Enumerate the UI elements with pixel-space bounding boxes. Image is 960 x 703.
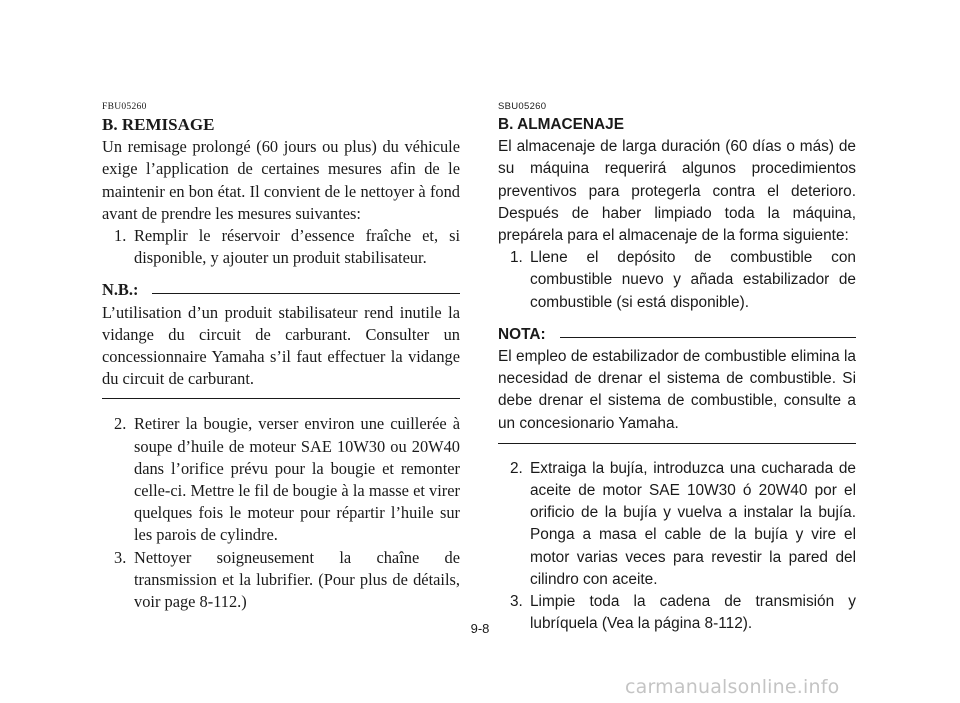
- spanish-column: [498, 101, 856, 635]
- step-number: 1.: [114, 226, 127, 246]
- note-header: [102, 279, 460, 301]
- french-column: [102, 101, 460, 613]
- step-number: 2.: [510, 459, 523, 477]
- note-label: N.B.:: [102, 280, 139, 300]
- step-2: [114, 413, 460, 546]
- step-text: Retirer la bougie, verser environ une cuillerée à soupe d’huile de moteur SAE 10W30 ou 20W40 dans l’orifice prévu pour la bougie et remonter celle-ci. Mettre le fil de bougie à la masse et virer quelques fois le moteur pour répartir l’huile sur les parois de cylindre.: [134, 414, 460, 545]
- section-code: SBU05260: [498, 101, 547, 112]
- step-3: [114, 547, 460, 614]
- intro-paragraph: Un remisage prolongé (60 jours ou plus) du véhicule exige l’application de certaines mesures afin de le maintenir en bon état. Il convient de le nettoyer à fond avant de prendre les mesures suivantes:: [102, 137, 460, 223]
- step-number: 3.: [510, 593, 523, 611]
- note-end-rule: [498, 443, 856, 444]
- watermark: carmanualsonline.info: [625, 676, 840, 698]
- step-number: 2.: [114, 414, 127, 434]
- section-title: B. REMISAGE: [102, 115, 215, 134]
- step-1: [498, 247, 856, 314]
- section-code: FBU05260: [102, 102, 147, 112]
- note-header: [498, 324, 856, 346]
- note-text: El empleo de estabilizador de combustible elimina la necesidad de drenar el sistema de combustible. Si debe drenar el sistema de combustible, consulte a un concesionario Yamaha.: [498, 348, 856, 432]
- note-text: L’utilisation d’un produit stabilisateur rend inutile la vidange du circuit de carburant. Consulter un concessionnaire Yamaha s’il faut effectuer la vidange du circuit de carburant.: [102, 302, 460, 389]
- step-text: Limpie toda la cadena de transmisión y lubríquela (Vea la página 8-112).: [530, 593, 856, 633]
- note-end-rule: [102, 398, 460, 399]
- note-rule: [560, 337, 856, 338]
- step-2: [510, 458, 856, 591]
- step-text: Extraiga la bujía, introduzca una cucharada de aceite de motor SAE 10W30 ó 20W40 por el orificio de la bujía y vuelva a instalar la bujía. Ponga a masa el cable de la bujía y vire el motor varias veces para revestir la pared del cilindro con aceite.: [530, 459, 856, 588]
- note-label: NOTA:: [498, 325, 546, 343]
- page-number: 9-8: [470, 621, 490, 636]
- step-1: [102, 225, 460, 269]
- step-text: Llene el depósito de combustible con combustible nuevo y añada estabilizador de combustible (si está disponible).: [530, 249, 856, 311]
- step-number: 3.: [114, 547, 127, 567]
- step-text: Nettoyer soigneusement la chaîne de transmission et la lubrifier. (Pour plus de détails, voir page 8-112.): [134, 547, 460, 612]
- step-number: 1.: [510, 249, 523, 267]
- steps-list: [498, 458, 856, 636]
- step-text: Remplir le réservoir d’essence fraîche et, si disponible, y ajouter un produit stabilisateur.: [134, 226, 460, 268]
- note-rule: [152, 293, 460, 294]
- section-title: B. ALMACENAJE: [498, 116, 624, 133]
- steps-list: [102, 413, 460, 613]
- intro-paragraph: El almacenaje de larga duración (60 días o más) de su máquina requerirá algunos procedimientos preventivos para protegerla contra el deterioro. Después de haber limpiado toda la máquina, prepárela para el almacenaje de la forma siguiente:: [498, 138, 856, 245]
